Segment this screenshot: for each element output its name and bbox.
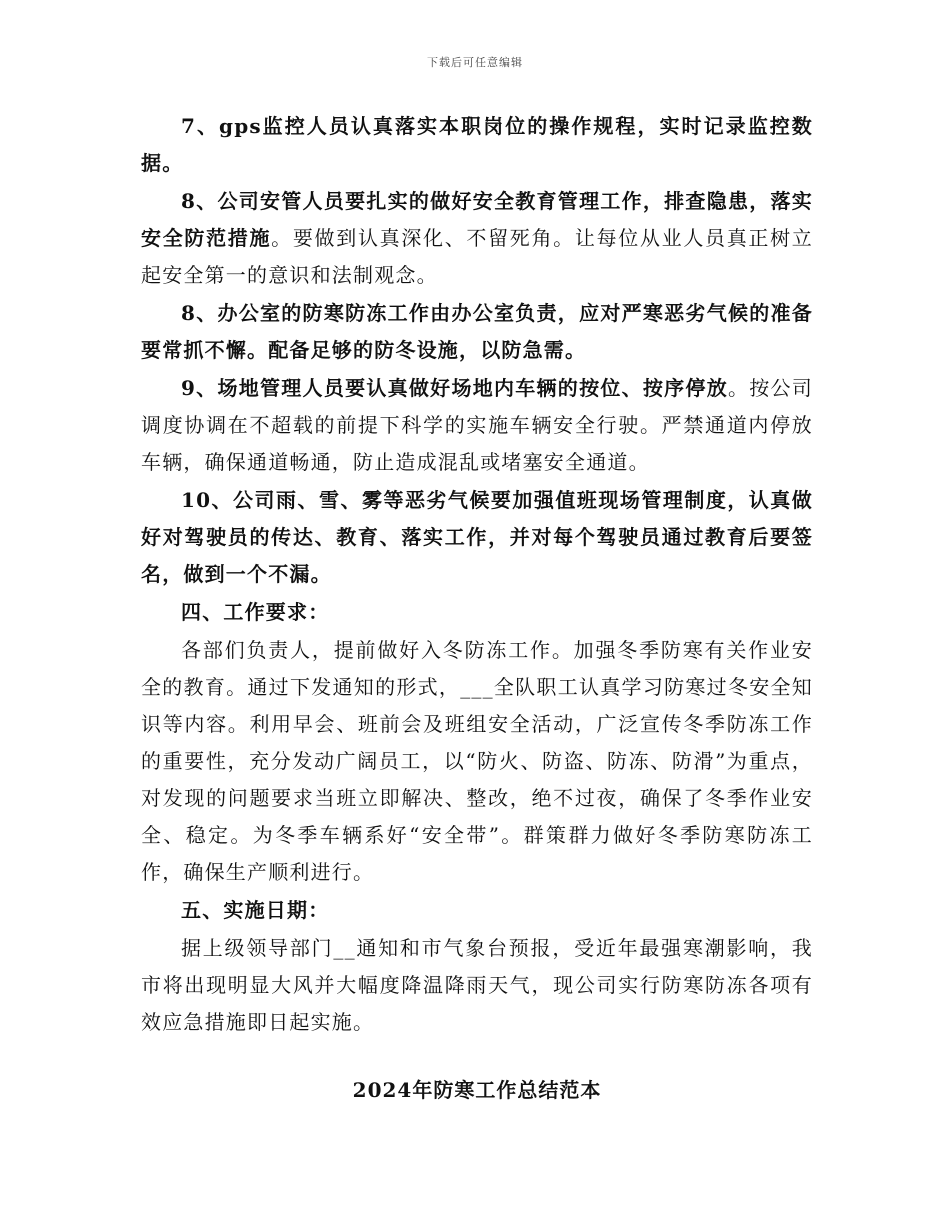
page-header: 下载后可任意编辑: [427, 56, 523, 69]
document-body: [141, 108, 813, 1105]
item-10-paragraph: 10、公司雨、雪、雾等恶劣气候要加强值班现场管理制度，认真做好对驾驶员的传达、教育、落实工作，并对每个驾驶员通过教育后要签名，做到一个不漏。: [141, 488, 813, 586]
item-7-paragraph: 7、gps监控人员认真落实本职岗位的操作规程，实时记录监控数据。: [141, 114, 813, 175]
section-4-body: 各部们负责人，提前做好入冬防冻工作。加强冬季防寒有关作业安全的教育。通过下发通知的形式，___全队职工认真学习防寒过冬安全知识等内容。利用早会、班前会及班组安全活动，广泛宣传冬季防冻工作的重要性，充分发动广阔员工，以“防火、防盗、防冻、防滑”为重点，对发现的问题要求当班立即解决、整改，绝不过夜，确保了冬季作业安全、稳定。为冬季车辆系好“安全带”。群策群力做好冬季防寒防冻工作，确保生产顺利进行。: [141, 638, 813, 884]
item-8-safety-paragraph: [141, 183, 813, 294]
next-document-title: 2024年防寒工作总结范本: [352, 1078, 602, 1102]
item-9-bold: 9、场地管理人员要认真做好场地内车辆的按位、按序停放: [181, 376, 728, 400]
item-8-office-paragraph: 8、办公室的防寒防冻工作由办公室负责，应对严寒恶劣气候的准备要常抓不懈。配备足够的防冬设施，以防急需。: [141, 301, 813, 362]
section-4-heading: 四、工作要求：: [181, 600, 330, 624]
item-8-safety-rest: 。要做到认真深化、不留死角。让每位从业人员真正树立起安全第一的意识和法制观念。: [141, 226, 814, 287]
section-5-body: 据上级领导部门__通知和市气象台预报，受近年最强寒潮影响，我市将出现明显大风并大幅度降温降雨天气，现公司实行防寒防冻各项有效应急措施即日起实施。: [141, 936, 813, 1034]
item-8-safety-bold: 8、公司安管人员要扎实的做好安全教育管理工作，排查隐患，落实安全防范措施: [141, 189, 813, 250]
item-9-rest: 。按公司调度协调在不超载的前提下科学的实施车辆安全行驶。严禁通道内停放车辆，确保通道畅通，防止造成混乱或堵塞安全通道。: [141, 376, 813, 474]
section-5-heading: 五、实施日期：: [181, 898, 330, 922]
item-9-paragraph: [141, 370, 813, 481]
